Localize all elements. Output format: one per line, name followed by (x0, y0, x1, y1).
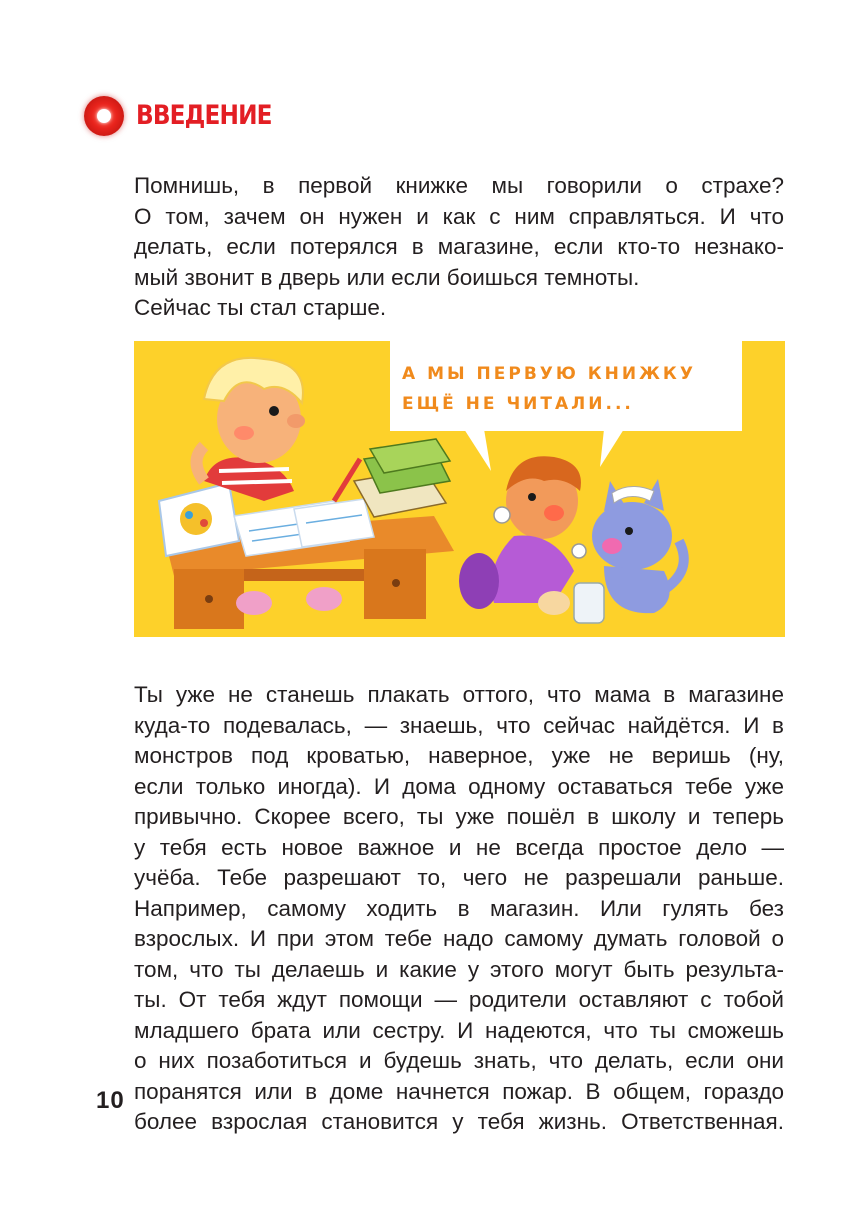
body-line: ты. От тебя ждут помощи — родители оставляют с тобой (134, 987, 784, 1012)
intro-line: делать, если потерялся в магазине, если кто-то незнако- (134, 234, 784, 259)
body-line: монстров под кроватью, наверное, уже не веришь (ну, (134, 743, 784, 768)
body-line: более взрослая становится у тебя жизнь. Ответственная. (134, 1109, 784, 1134)
body-line: поранятся или в доме начнется пожар. В общем, гораздо (134, 1078, 784, 1104)
book-stack (354, 439, 450, 517)
speech-bubble-line: ЕЩЁ НЕ ЧИТАЛИ... (402, 394, 634, 414)
body-line: у тебя есть новое важное и не всегда простое дело — (134, 834, 784, 860)
bubble-tail-right (600, 429, 624, 467)
body-line: том, что ты делаешь и какие у этого могут быть результа- (134, 956, 784, 982)
body-line: о них позаботиться и будешь знать, что делать, если они (134, 1048, 784, 1073)
body-line: привычно. Скорее всего, ты уже пошёл в школу и теперь (134, 804, 784, 829)
body-line: учёба. Тебе разрешают то, чего не разрешали раньше. (134, 865, 784, 890)
body-line: куда-то подевалась, — знаешь, что сейчас найдётся. И в (134, 712, 784, 738)
intro-line: мый звонит в дверь или если боишься темноты. (134, 264, 640, 290)
toddler (459, 456, 581, 615)
section-title: ВВЕДЕНИЕ (136, 100, 272, 131)
intro-line: О том, зачем он нужен и как с ним справляться. И что (134, 203, 784, 229)
body-paragraph (134, 680, 784, 1138)
cat (572, 479, 684, 623)
bubble-tail-left (464, 429, 491, 471)
intro-paragraph (134, 171, 784, 324)
body-line: взрослых. И при этом тебе надо самому думать головой о (134, 926, 784, 951)
speech-bubble-line: А МЫ ПЕРВУЮ КНИЖКУ (402, 364, 696, 384)
body-line: Ты уже не станешь плакать оттого, что мама в магазине (134, 682, 784, 707)
body-line: если только иногда). И дома одному оставаться тебе уже (134, 773, 784, 799)
intro-line: Помнишь, в первой книжке мы говорили о страхе? (134, 173, 784, 198)
cartoon-illustration (134, 341, 785, 637)
red-bullet-icon (84, 96, 124, 136)
body-line: Например, самому ходить в магазин. Или гулять без (134, 895, 784, 921)
speech-bubble-text (402, 359, 696, 419)
intro-line: Сейчас ты стал старше. (134, 295, 387, 320)
page-number: 10 (96, 1087, 125, 1114)
body-line: младшего брата или сестру. И надеются, что ты сможешь (134, 1017, 784, 1043)
